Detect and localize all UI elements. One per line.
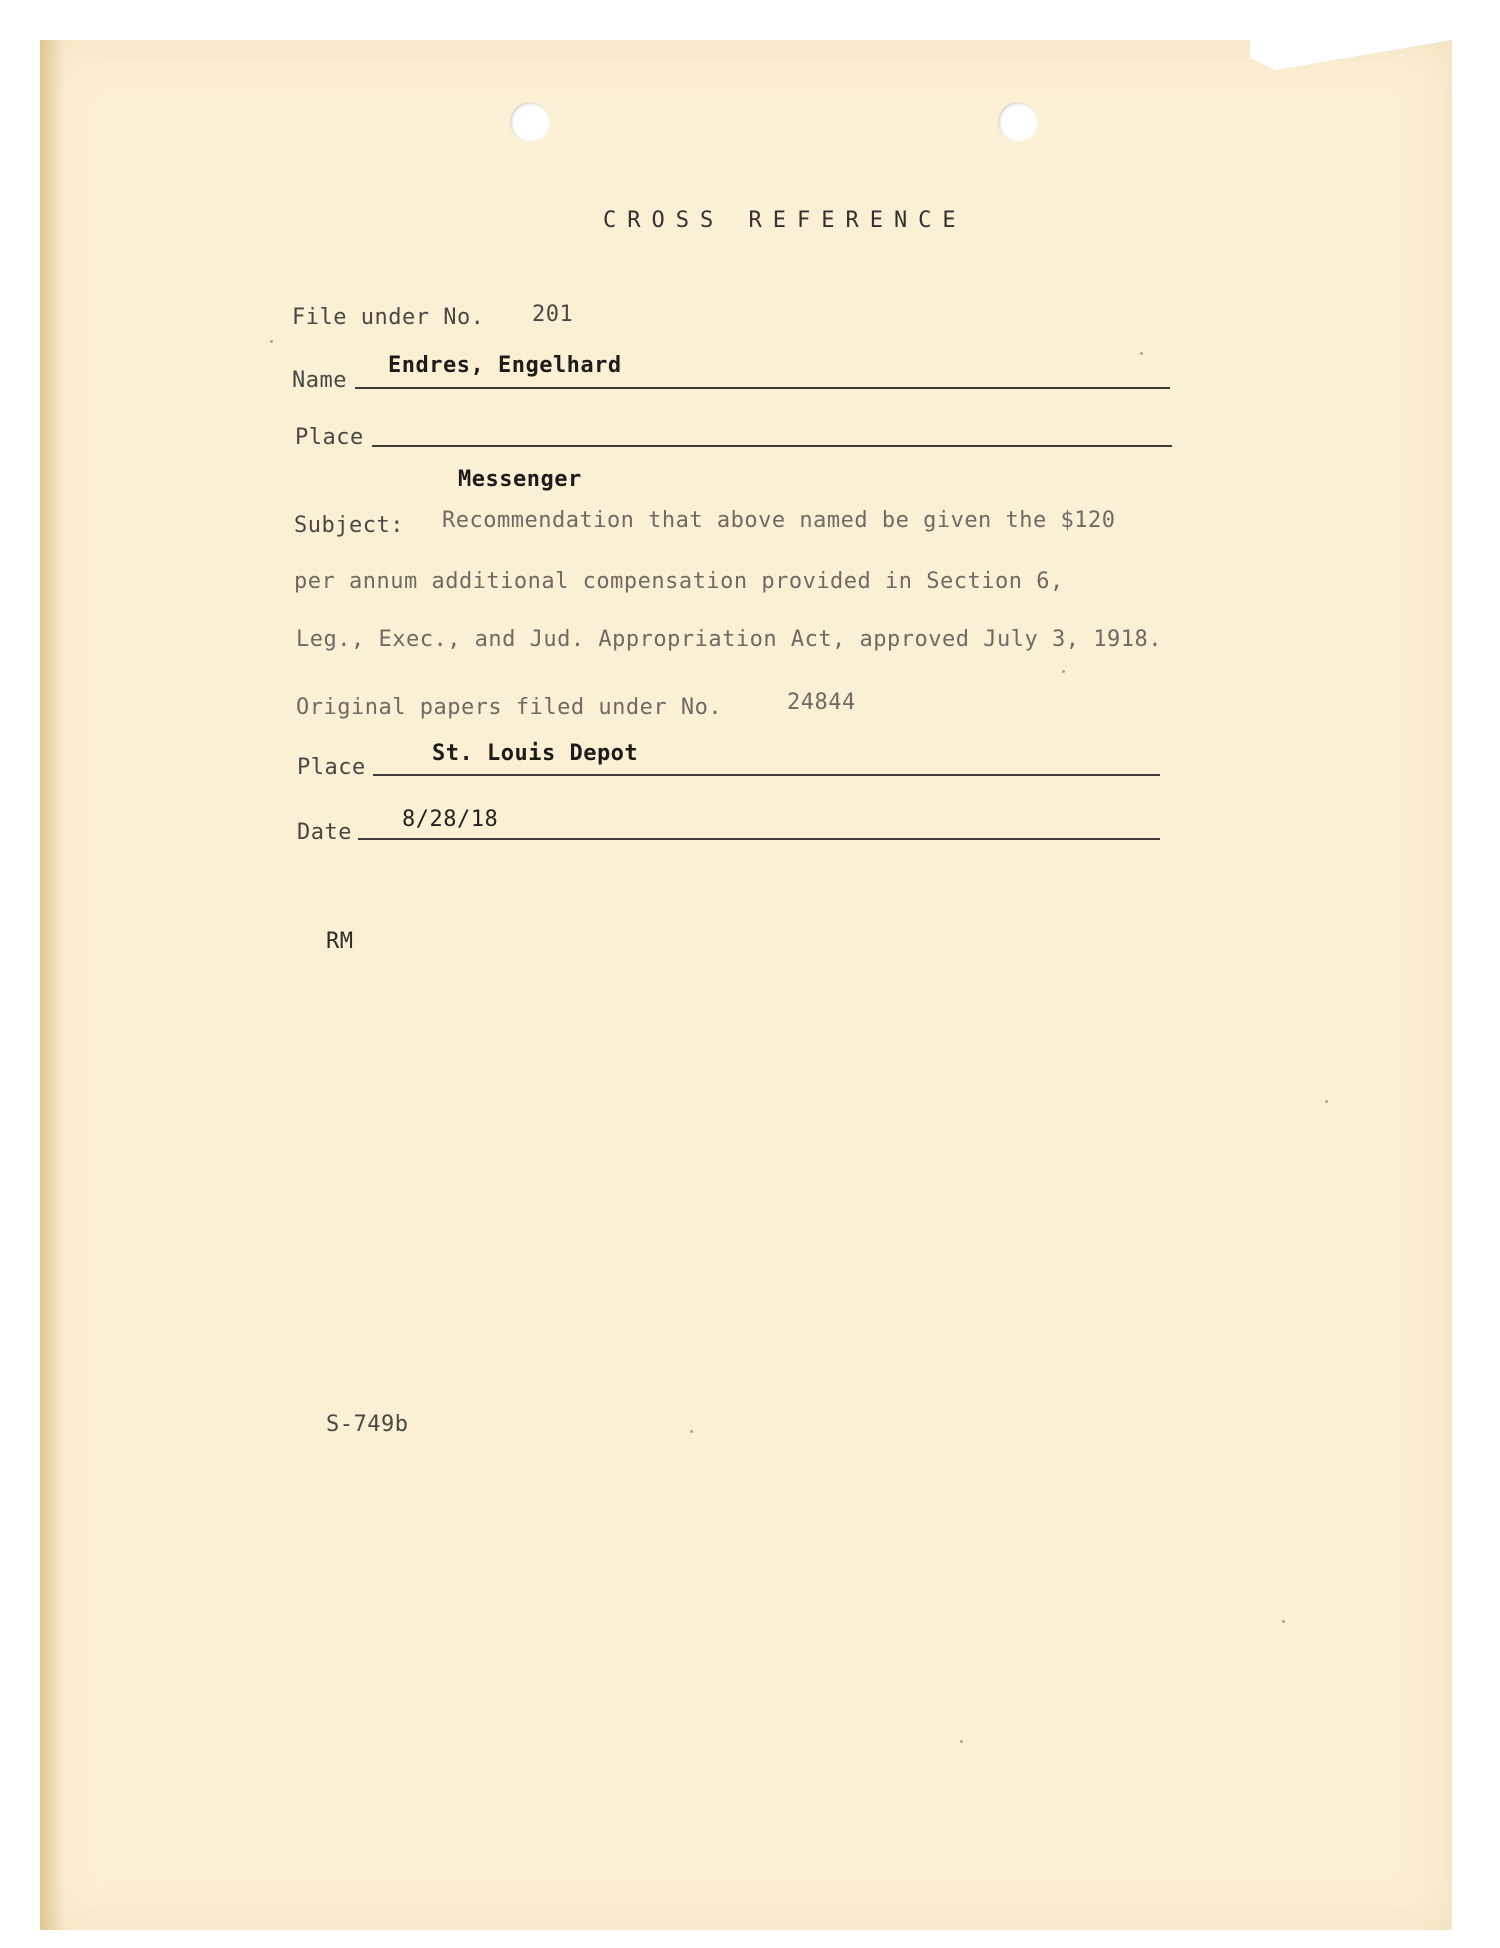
- form-number: S-749b: [326, 1412, 409, 1437]
- place-value-rule: [373, 774, 1160, 776]
- file-under-number: 201: [532, 302, 574, 327]
- subject-label: Subject:: [294, 513, 404, 538]
- place-label-2: Place: [297, 755, 366, 780]
- date-label: Date: [297, 820, 352, 845]
- title-value: Messenger: [458, 467, 582, 492]
- subject-line-1: Recommendation that above named be given the $120: [442, 508, 1116, 533]
- name-rule: [355, 387, 1170, 389]
- name-value: Endres, Engelhard: [388, 353, 622, 378]
- subject-line-3: Leg., Exec., and Jud. Appropriation Act, approved July 3, 1918.: [296, 627, 1162, 652]
- punch-hole-left: [510, 102, 550, 142]
- paper-speck: [1282, 1620, 1285, 1623]
- place-rule: [372, 445, 1172, 447]
- place-value: St. Louis Depot: [432, 741, 639, 766]
- paper-speck: [1325, 1100, 1328, 1103]
- subject-line-2: per annum additional compensation provided in Section 6,: [294, 569, 1064, 594]
- paper-speck: [1062, 670, 1065, 673]
- document-heading: CROSS REFERENCE: [603, 208, 967, 233]
- original-papers-label: Original papers filed under No.: [296, 695, 723, 720]
- paper-speck: [1140, 352, 1143, 355]
- file-under-label: File under No.: [292, 305, 485, 330]
- paper-speck: [690, 1430, 693, 1433]
- date-value: 8/28/18: [402, 807, 499, 832]
- paper-speck: [960, 1740, 963, 1743]
- initials: RM: [326, 929, 354, 954]
- place-label: Place: [295, 425, 364, 450]
- name-label: Name: [292, 368, 347, 393]
- original-papers-number: 24844: [787, 690, 856, 715]
- edge-stain: [40, 40, 64, 1930]
- paper-speck: [270, 340, 273, 343]
- punch-hole-right: [998, 102, 1038, 142]
- paper-sheet: [40, 40, 1452, 1930]
- date-rule: [358, 838, 1160, 840]
